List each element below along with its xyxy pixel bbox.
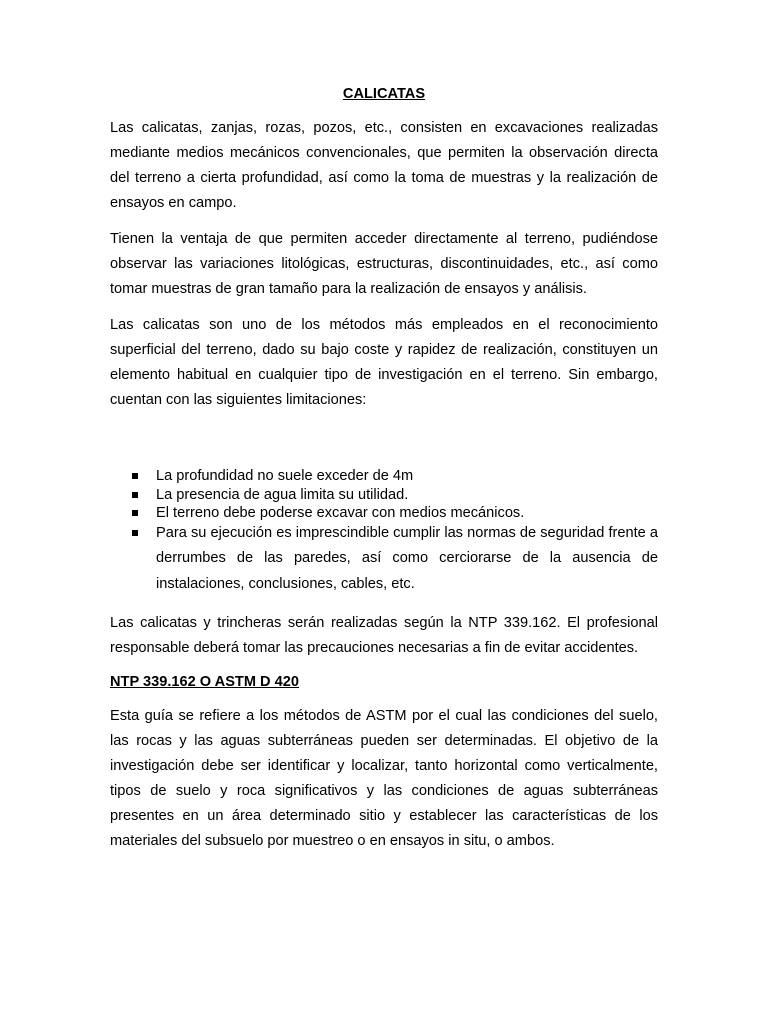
section-heading: NTP 339.162 O ASTM D 420 <box>110 674 299 690</box>
square-bullet-icon <box>132 510 138 516</box>
list-item-text: El terreno debe poderse excavar con medios mecánicos. <box>156 505 525 521</box>
limitations-list <box>110 467 658 597</box>
document-title: CALICATAS <box>342 86 426 102</box>
paragraph-definition: Las calicatas, zanjas, rozas, pozos, etc., consisten en excavaciones realizadas mediante medios mecánicos convencionales, que permiten la observación directa del terreno a cierta profundidad, así como la toma de muestras y la realización de ensayos en campo. <box>110 120 658 211</box>
paragraph-usage: Las calicatas son uno de los métodos más empleados en el reconocimiento superficial del terreno, dado su bajo coste y rapidez de realización, constituyen un elemento habitual en cualquier tipo de investigación en el terreno. Sin embargo, cuentan con las siguientes limitaciones: <box>110 317 658 408</box>
square-bullet-icon <box>132 530 138 536</box>
document-page <box>110 84 658 865</box>
list-item-text: La profundidad no suele exceder de 4m <box>156 468 414 484</box>
list-item <box>110 486 658 505</box>
list-item <box>110 521 658 598</box>
paragraph-advantages: Tienen la ventaja de que permiten acceder directamente al terreno, pudiéndose observar las variaciones litológicas, estructuras, discontinuidades, etc., así como tomar muestras de gran tamaño para la realización de ensayos y análisis. <box>110 231 658 297</box>
list-item <box>110 467 658 486</box>
paragraph-ntp: Las calicatas y trincheras serán realizadas según la NTP 339.162. El profesional responsable deberá tomar las precauciones necesarias a fin de evitar accidentes. <box>110 615 658 656</box>
list-item-text: La presencia de agua limita su utilidad. <box>156 486 409 503</box>
square-bullet-icon <box>132 473 138 479</box>
paragraph-astm: Esta guía se refiere a los métodos de ASTM por el cual las condiciones del suelo, las rocas y las aguas subterráneas pueden ser determinadas. El objetivo de la investigación debe ser identificar y localizar, tanto horizontal como verticalmente, tipos de suelo y roca significativos y las condiciones de aguas subterráneas presentes en un área determinado sitio y establecer las características de los materiales del subsuelo por muestreo o en ensayos in situ, o ambos. <box>110 708 658 849</box>
list-item-text: Para su ejecución es imprescindible cumplir las normas de seguridad frente a derrumbes de las paredes, así como cerciorarse de la ausencia de instalaciones, conclusiones, cables, etc. <box>156 524 658 592</box>
square-bullet-icon <box>132 492 138 498</box>
